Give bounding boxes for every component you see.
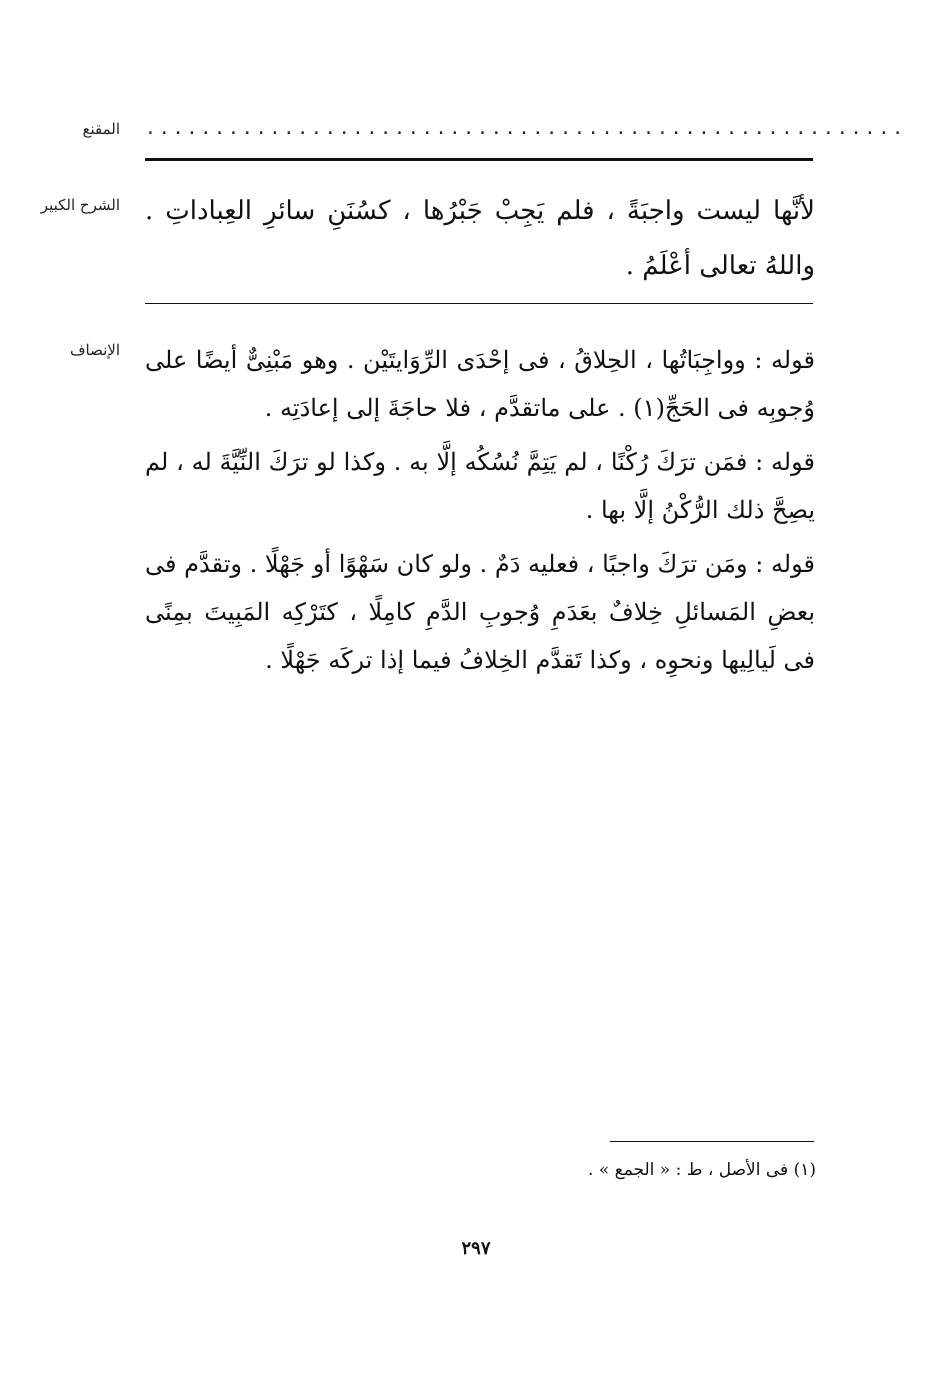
insaf-paragraph: قوله : فمَن ترَكَ رُكْنًا ، لم يَتِمَّ نُسُكُه إلَّا به . وكذا لو ترَكَ النِّيَّةَ له ، لم يصِحَّ ذلك الرُّكْنُ إلَّا بها . — [145, 448, 815, 524]
sharh-label: الشرح الكبير — [40, 196, 120, 214]
header-title: المقنع — [82, 120, 120, 138]
section-divider — [145, 303, 813, 304]
footnote: (١) فى الأصل ، ط : « الجمع » . — [588, 1160, 816, 1180]
dotted-leader: ....................................................... — [145, 118, 907, 139]
insaf-text — [145, 336, 815, 690]
header-rule — [145, 158, 813, 161]
sharh-text: لأنَّها ليست واجبَةً ، فلم يَجِبْ جَبْرُها ، كسُنَنِ سائرِ العِباداتِ . واللهُ تعالى أعْلَمُ . — [145, 196, 815, 281]
insaf-label: الإنصاف — [69, 341, 120, 359]
page-number: ٢٩٧ — [461, 1238, 491, 1259]
footnote-rule — [610, 1141, 814, 1142]
insaf-paragraph: قوله : وواجِبَاتُها ، الحِلاقُ ، فى إحْدَى الرِّوَايتَيْن . وهو مَبْنِىٌّ أيضًا على وُجوبِه فى الحَجِّ(١) . على ماتقدَّم ، فلا حاجَةَ إلى إعادَتِه . — [145, 346, 815, 422]
insaf-paragraph: قوله : ومَن ترَكَ واجبًا ، فعليه دَمٌ . ولو كان سَهْوًا أو جَهْلًا . وتقدَّم فى بعضِ المَسائلِ خِلافٌ بعَدَمِ وُجوبِ الدَّمِ كامِلًا ، كتَرْكِه المَبِيتَ بمِنًى فى لَيالِيها ونحوِه ، وكذا تَقدَّم الخِلافُ فيما إذا تركَه جَهْلًا . — [145, 550, 815, 674]
